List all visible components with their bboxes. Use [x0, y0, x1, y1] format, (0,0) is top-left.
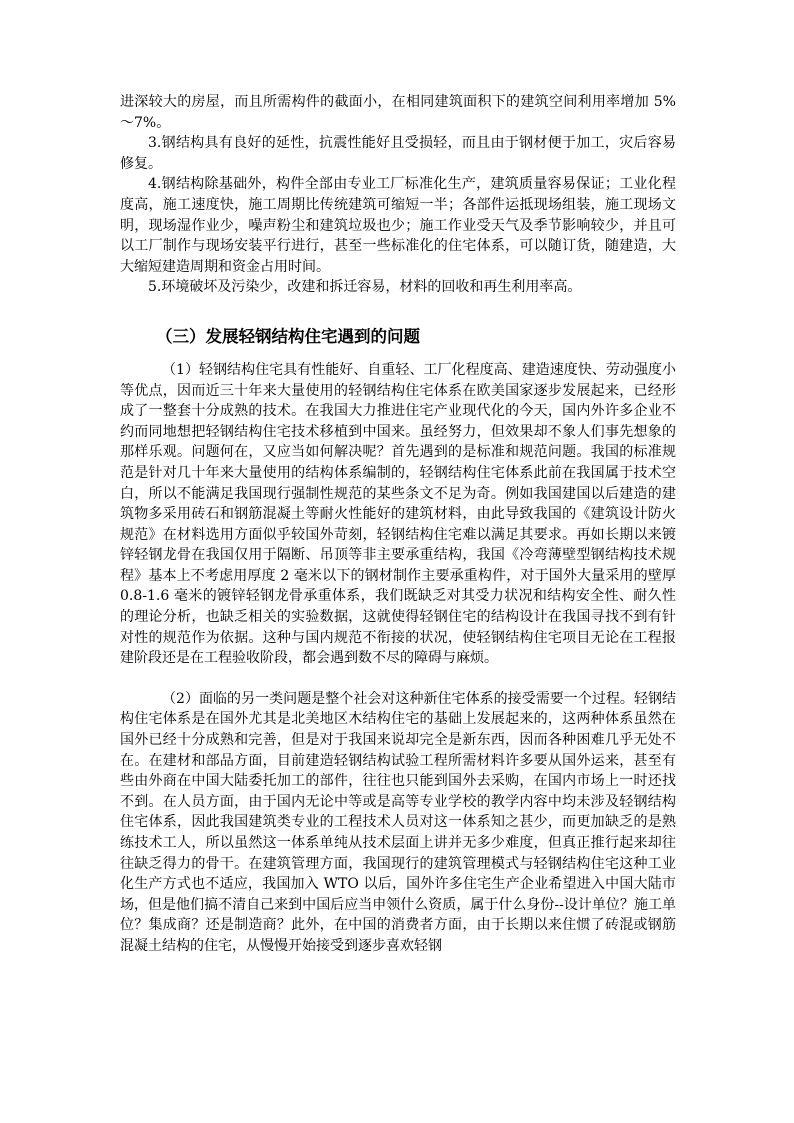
- paragraph-item-3: 3.钢结构具有良好的延性，抗震性能好且受损轻，而且由于钢材便于加工，灾后容易修复。: [120, 135, 676, 172]
- paragraph-gap: [120, 669, 676, 689]
- section-heading: （三）发展轻钢结构住宅遇到的问题: [156, 326, 420, 346]
- paragraph-2: （2）面临的另一类问题是整个社会对这种新住宅体系的接受需要一个过程。轻钢结构住宅体系是在国外尤其是北美地区木结构住宅的基础上发展起来的，这两种体系虽然在国外已经十分成熟和完善，但是对于我国来说却完全是新东西，因而各种困难几乎无处不在。在建材和部品方面，目前建造轻钢结构试验工程所需材料许多要从国外运来，甚至有些由外商在中国大陆委托加工的部件，往往也只能到国外去采购，在国内市场上一时还找不到。在人员方面，由于国内无论中等或是高等专业学校的教学内容中均未涉及轻钢结构住宅体系，因此我国建筑类专业的工程技术人员对这一体系知之甚少，而更加缺乏的是熟练技术工人，所以虽然这一体系单纯从技术层面上讲并无多少难度，但真正推行起来却往往缺乏得力的骨干。在建筑管理方面，我国现行的建筑管理模式与轻钢结构住宅这种工业化生产方式也不适应，我国加入 WTO 以后，国外许多住宅生产企业希望进入中国大陆市场，但是他们搞不清自己来到中国后应当申领什么资质，属于什么身份--设计单位？施工单位？集成商？还是制造商？此外，在中国的消费者方面，由于长期以来住惯了砖混或钢筋混凝土结构的住宅，从慢慢开始接受到逐步喜欢轻钢: [120, 690, 676, 954]
- paragraph-item-4: 4.钢结构除基础外，构件全部由专业工厂标准化生产，建筑质量容易保证；工业化程度高，施工速度快，施工周期比传统建筑可缩短一半；各部件运抵现场组装，施工现场文明，现场湿作业少，噪声粉尘和建筑垃圾也少；施工作业受天气及季节影响较少，并且可以工厂制作与现场安装平行进行，甚至一些标准化的住宅体系，可以随订货，随建造，大大缩短建造周期和资金占用时间。: [120, 176, 676, 275]
- paragraph-item-5: 5.环境破坏及污染少，改建和拆迁容易，材料的回收和再生利用率高。: [148, 279, 582, 296]
- paragraph-1: （1）轻钢结构住宅具有性能好、自重轻、工厂化程度高、建造速度快、劳动强度小等优点，因而近三十年来大量使用的轻钢结构住宅体系在欧美国家逐步发展起来，已经形成了一整套十分成熟的技术。在我国大力推进住宅产业现代化的今天，国内外许多企业不约而同地想把轻钢结构住宅技术移植到中国来。虽经努力，但效果却不象人们事先想象的那样乐观。问题何在，又应当如何解决呢？首先遇到的是标准和规范问题。我国的标准规范是针对几十年来大量使用的结构体系编制的，轻钢结构住宅体系此前在我国属于技术空白，所以不能满足我国现行强制性规范的某些条文不足为奇。例如我国建国以后建造的建筑物多采用砖石和钢筋混凝土等耐火性能好的建筑材料，由此导致我国的《建筑设计防火规范》在材料选用方面似乎较国外苛刻，轻钢结构住宅难以满足其要求。再如长期以来镀锌轻钢龙骨在我国仅用于隔断、吊顶等非主要承重结构，我国《冷弯薄壁型钢结构技术规程》基本上不考虑用厚度 2 毫米以下的钢材制作主要承重构件，对于国外大量采用的壁厚 0.8-1.6 毫米的镀锌轻钢龙骨承重体系，我们既缺乏对其受力状况和结构安全性、耐久性的理论分析，也缺乏相关的实验数据，这就使得轻钢住宅的结构设计在我国寻找不到有针对性的规范作为依据。这种与国内规范不衔接的状况，使轻钢结构住宅项目无论在工程报建阶段还是在工程验收阶段，都会遇到数不尽的障碍与麻烦。: [120, 361, 676, 667]
- paragraph-continuation: 进深较大的房屋，而且所需构件的截面小，在相同建筑面积下的建筑空间利用率增加 5%～7%。: [120, 94, 676, 131]
- document-page: [120, 92, 676, 957]
